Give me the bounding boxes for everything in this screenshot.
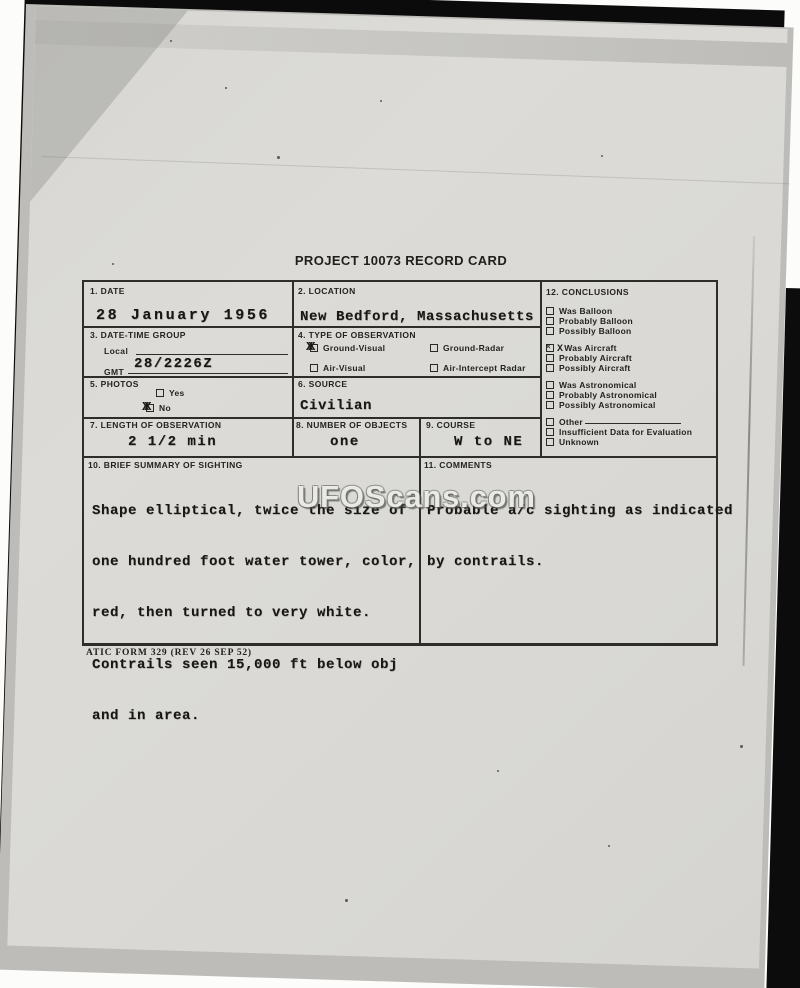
field-location-value: New Bedford, Massachusetts xyxy=(300,309,535,325)
divider xyxy=(292,282,294,456)
conclusion-unknown: Unknown xyxy=(546,437,599,447)
dust-speck xyxy=(380,100,382,102)
conclusion-was-astronomical: Was Astronomical xyxy=(546,380,637,390)
option-air-intercept-radar: Air-Intercept Radar xyxy=(430,363,526,373)
field-dtg-local-label: Local xyxy=(104,346,129,356)
field-length-label: 7. LENGTH OF OBSERVATION xyxy=(90,420,222,430)
divider xyxy=(84,417,541,419)
conclusion-probably-aircraft: Probably Aircraft xyxy=(546,353,632,363)
field-course-value: W to NE xyxy=(454,434,524,450)
divider xyxy=(84,376,541,378)
checkbox-icon xyxy=(546,327,555,335)
checkbox-icon xyxy=(546,307,555,315)
checkbox-icon xyxy=(546,401,555,409)
checkbox-icon xyxy=(546,381,555,389)
other-blank-line xyxy=(585,423,681,424)
option-photos-no: XX No xyxy=(142,400,171,414)
dust-speck xyxy=(740,745,743,748)
field-comments-label: 11. COMMENTS xyxy=(424,460,493,470)
paper-corner-shade xyxy=(30,6,188,207)
conclusion-possibly-balloon: Possibly Balloon xyxy=(546,326,632,336)
field-source-label: 6. SOURCE xyxy=(298,379,348,389)
checkbox-icon xyxy=(546,391,555,399)
checkbox-icon: XX xyxy=(310,344,319,352)
dust-speck xyxy=(608,845,610,847)
field-dtg-gmt-value: 28/2226Z xyxy=(134,356,214,372)
conclusion-was-balloon: Was Balloon xyxy=(546,306,612,316)
checkbox-icon xyxy=(546,364,555,372)
gmt-blank-line xyxy=(128,373,288,374)
card-title: PROJECT 10073 RECORD CARD xyxy=(294,253,508,268)
field-number-label: 8. NUMBER OF OBJECTS xyxy=(296,420,408,430)
dust-speck xyxy=(345,899,348,902)
checkbox-icon xyxy=(546,418,555,426)
dust-speck xyxy=(497,770,499,772)
option-photos-yes: Yes xyxy=(156,388,185,398)
form-number-footer: ATIC FORM 329 (REV 26 SEP 52) xyxy=(86,648,252,658)
field-number-value: one xyxy=(330,434,360,450)
field-type-label: 4. TYPE OF OBSERVATION xyxy=(298,330,416,340)
field-conclusions-label: 12. CONCLUSIONS xyxy=(546,287,629,297)
field-photos-label: 5. PHOTOS xyxy=(90,379,139,389)
field-location-label: 2. LOCATION xyxy=(298,286,356,296)
field-summary-text: Shape elliptical, twice the size of one hundred foot water tower, color, red, then turned to very white. Contrails seen 15,000 ft below obj and in area. xyxy=(92,503,417,724)
dust-speck xyxy=(225,87,227,89)
field-summary-label: 10. BRIEF SUMMARY OF SIGHTING xyxy=(88,460,243,470)
conclusion-was-aircraft: ✕ XWas Aircraft xyxy=(545,341,617,355)
checkbox-icon xyxy=(546,317,555,325)
dust-speck xyxy=(601,155,603,157)
divider xyxy=(540,282,542,456)
field-dtg-gmt-label: GMT xyxy=(104,367,125,377)
conclusion-possibly-aircraft: Possibly Aircraft xyxy=(546,363,631,373)
field-dtg-label: 3. DATE-TIME GROUP xyxy=(90,330,186,340)
checkbox-icon xyxy=(546,354,555,362)
dust-speck xyxy=(170,40,172,42)
checkbox-icon: XX xyxy=(146,404,155,412)
checkbox-checked-icon: ✕ xyxy=(546,344,555,352)
option-air-visual: Air-Visual xyxy=(310,363,366,373)
divider xyxy=(84,456,716,458)
conclusion-insufficient-data: Insufficient Data for Evaluation xyxy=(546,427,692,437)
checkbox-icon xyxy=(546,438,555,446)
checkbox-icon xyxy=(310,364,319,372)
divider xyxy=(419,417,421,643)
conclusion-probably-balloon: Probably Balloon xyxy=(546,316,633,326)
field-course-label: 9. COURSE xyxy=(426,420,476,430)
conclusion-probably-astronomical: Probably Astronomical xyxy=(546,390,657,400)
field-length-value: 2 1/2 min xyxy=(128,434,218,450)
watermark: UFOScans.com xyxy=(297,479,536,514)
field-source-value: Civilian xyxy=(300,398,373,414)
conclusion-possibly-astronomical: Possibly Astronomical xyxy=(546,400,656,410)
option-ground-radar: Ground-Radar xyxy=(430,343,504,353)
checkbox-icon xyxy=(546,428,555,436)
field-date-value: 28 January 1956 xyxy=(96,307,271,324)
checkbox-icon xyxy=(430,364,439,372)
dust-speck xyxy=(277,156,280,159)
field-date-label: 1. DATE xyxy=(90,286,125,296)
option-ground-visual: XX Ground-Visual xyxy=(306,340,386,354)
divider xyxy=(84,326,541,328)
checkbox-icon xyxy=(156,389,165,397)
checkbox-icon xyxy=(430,344,439,352)
field-comments-text: Probable a/c sighting as indicated by contrails. xyxy=(427,503,734,571)
conclusion-other: Other xyxy=(546,417,681,427)
